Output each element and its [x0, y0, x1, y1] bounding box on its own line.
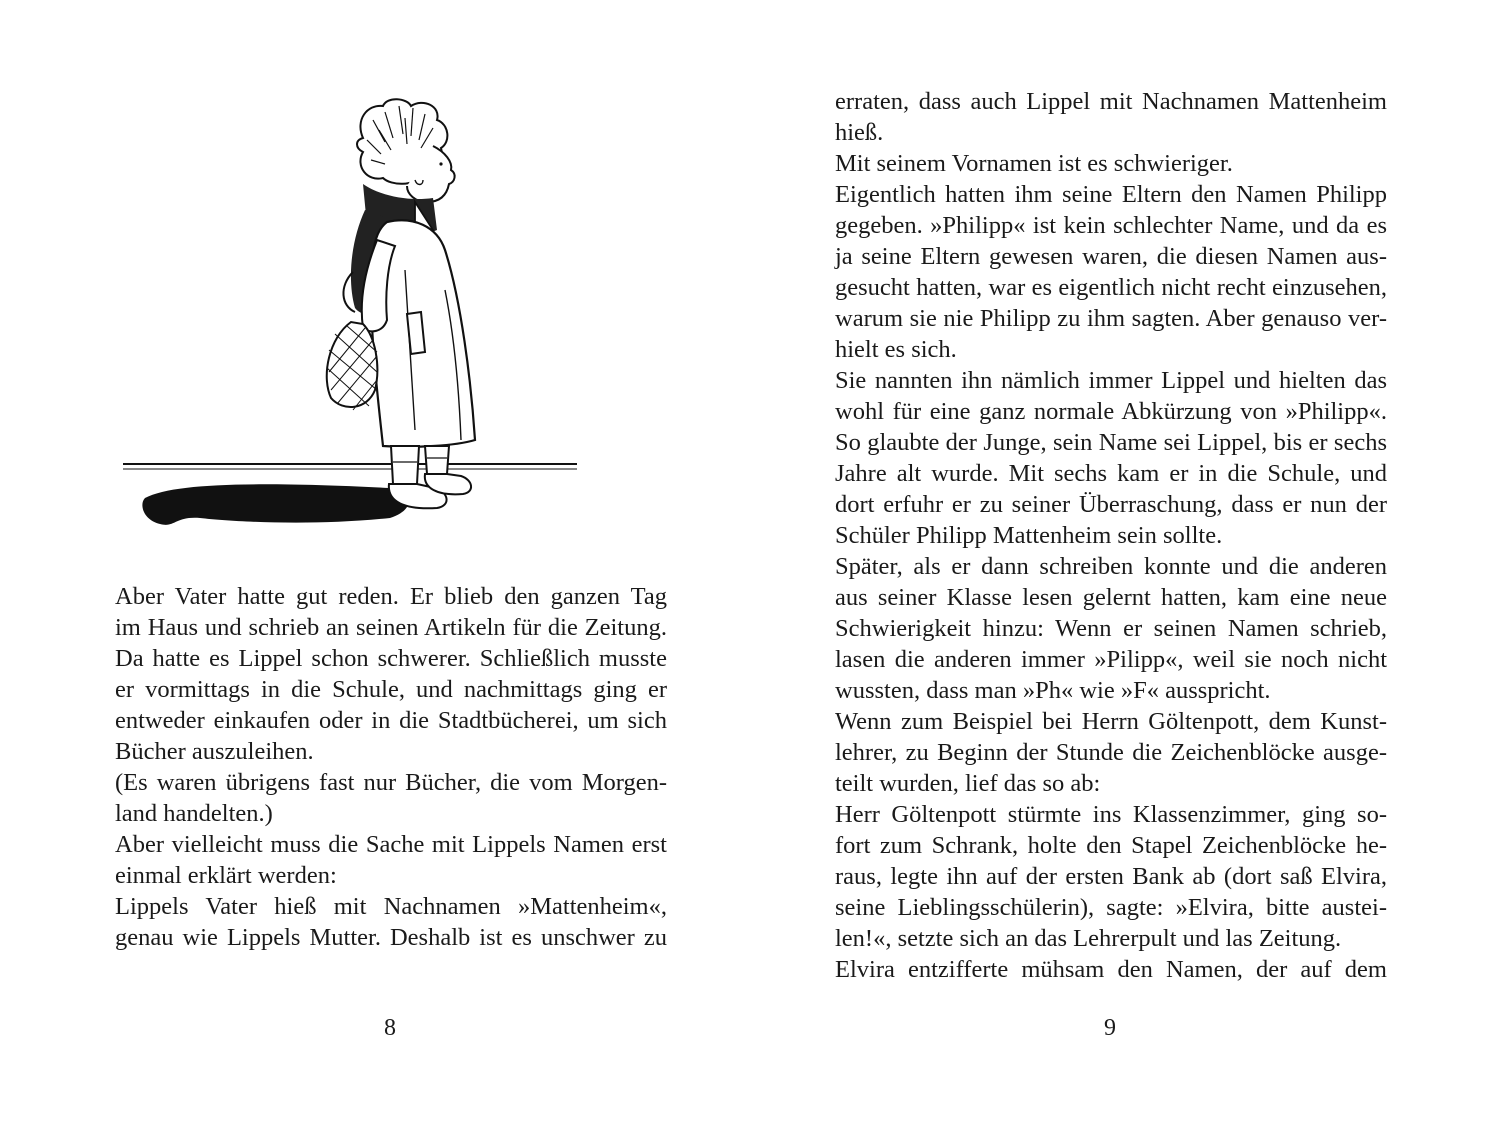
- page-number-left: 8: [384, 1015, 396, 1041]
- text-line: wohl für eine ganz normale Abkürzung von »Philipp«.: [835, 398, 1387, 425]
- text-line: warum sie nie Philipp zu ihm sagten. Aber genauso ver-: [835, 305, 1387, 332]
- text-line: fort zum Schrank, holte den Stapel Zeichenblöcke he-: [835, 832, 1387, 859]
- text-line: Jahre alt wurde. Mit sechs kam er in die Schule, und: [835, 460, 1387, 487]
- text-line: lasen die anderen immer »Pilipp«, weil sie noch nicht: [835, 646, 1387, 673]
- text-line: wussten, dass man »Ph« wie »F« ausspricht.: [835, 677, 1271, 704]
- text-line: Mit seinem Vornamen ist es schwieriger.: [835, 150, 1233, 177]
- text-line: Sie nannten ihn nämlich immer Lippel und hielten das: [835, 367, 1387, 394]
- text-line: Später, als er dann schreiben konnte und die anderen: [835, 553, 1387, 580]
- text-line: raus, legte ihn auf der ersten Bank ab (dort saß Elvira,: [835, 863, 1387, 890]
- text-line: Schwierigkeit hinzu: Wenn er seinen Namen schrieb,: [835, 615, 1387, 642]
- text-line: teilt wurden, lief das so ab:: [835, 770, 1101, 797]
- text-line: Bücher auszuleihen.: [115, 738, 314, 765]
- text-line: hielt es sich.: [835, 336, 957, 363]
- text-line: land handelten.): [115, 800, 273, 827]
- right-page: [750, 0, 1500, 1140]
- text-line: dort erfuhr er zu seiner Überraschung, dass er nun der: [835, 491, 1387, 518]
- text-line: gegeben. »Philipp« ist kein schlechter Name, und da es: [835, 212, 1387, 239]
- text-line: Elvira entzifferte mühsam den Namen, der auf dem: [835, 956, 1387, 983]
- right-page-text: [835, 86, 1387, 985]
- text-line: entweder einkaufen oder in die Stadtbücherei, um sich: [115, 707, 667, 734]
- text-line: ja seine Eltern gewesen waren, die diesen Namen aus-: [835, 243, 1387, 270]
- text-line: len!«, setzte sich an das Lehrerpult und las Zeitung.: [835, 925, 1342, 952]
- left-page-text: [115, 581, 667, 953]
- text-line: Da hatte es Lippel schon schwerer. Schließlich musste: [115, 645, 667, 672]
- text-line: lehrer, zu Beginn der Stunde die Zeichenblöcke ausge-: [835, 739, 1387, 766]
- text-line: So glaubte der Junge, sein Name sei Lippel, bis er sechs: [835, 429, 1387, 456]
- text-line: aus seiner Klasse lesen gelernt hatten, kam eine neue: [835, 584, 1387, 611]
- text-line: Wenn zum Beispiel bei Herrn Göltenpott, dem Kunst-: [835, 708, 1387, 735]
- text-line: hieß.: [835, 119, 884, 146]
- text-line: Herr Göltenpott stürmte ins Klassenzimmer, ging so-: [835, 801, 1387, 828]
- text-line: Schüler Philipp Mattenheim sein sollte.: [835, 522, 1223, 549]
- text-line: Aber vielleicht muss die Sache mit Lippels Namen erst: [115, 831, 667, 858]
- page-number-right: 9: [1104, 1015, 1116, 1041]
- text-line: (Es waren übrigens fast nur Bücher, die vom Morgen-: [115, 769, 667, 796]
- text-line: erraten, dass auch Lippel mit Nachnamen Mattenheim: [835, 88, 1387, 115]
- text-line: Lippels Vater hieß mit Nachnamen »Mattenheim«,: [115, 893, 667, 920]
- text-line: gesucht hatten, war es eigentlich nicht recht einzusehen,: [835, 274, 1387, 301]
- text-line: Eigentlich hatten ihm seine Eltern den Namen Philipp: [835, 181, 1387, 208]
- text-line: im Haus und schrieb an seinen Artikeln für die Zeitung.: [115, 614, 667, 641]
- text-line: seine Lieblingsschülerin), sagte: »Elvira, bitte austei-: [835, 894, 1387, 921]
- text-line: er vormittags in die Schule, und nachmittags ging er: [115, 676, 667, 703]
- boy-in-coat-illustration: [115, 90, 595, 530]
- text-line: Aber Vater hatte gut reden. Er blieb den ganzen Tag: [115, 583, 667, 610]
- text-line: einmal erklärt werden:: [115, 862, 337, 889]
- text-line: genau wie Lippels Mutter. Deshalb ist es unschwer zu: [115, 924, 667, 951]
